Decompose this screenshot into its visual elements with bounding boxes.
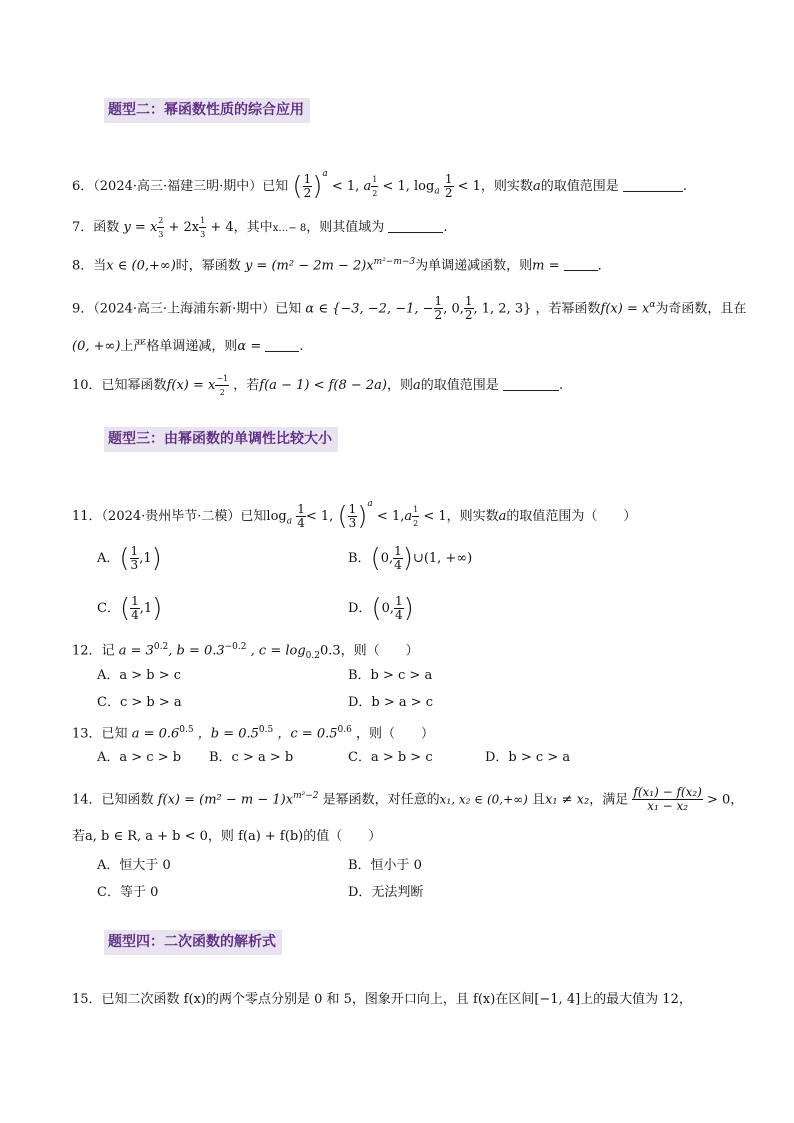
answer-blank (564, 256, 598, 271)
answer-blank (623, 177, 683, 192)
section-title-3: 题型三：由幂函数的单调性比较大小 (104, 427, 338, 452)
answer-blank (265, 337, 299, 352)
problem-11: 11．（2024·贵州毕节·二模）已知$\log_a$ $\frac{1}{4}$ < 1, ( $\frac{1}{3}$ )$^a$ < 1,a $^{\frac{1}{2}}$ < 1，则实数a的取值范围为（ ） (72, 499, 637, 532)
problem-9: 9．（2024·高三·上海浦东新·期中）已知 α ∈ {−3, −2, −1, − $\frac{1}{2}$ , 0, $\frac{1}{2}$ , 1, 2, 3} ，若幂函数$f(x) = x^\alpha$为奇函数，且在 (72, 294, 747, 323)
section-title-2: 题型二：幂函数性质的综合应用 (104, 98, 310, 123)
choice-12c: C．c > b > a (97, 695, 182, 710)
choice-12d: D．b > a > c (348, 695, 434, 710)
problem-9-line2: (0, +∞)上严格单调递减，则α = . (72, 339, 304, 354)
section-title-4: 题型四：二次函数的解析式 (104, 930, 282, 955)
problem-14-line2: 若a, b ∈ R, a + b < 0，则 f(a) + f(b)的值（ ） (72, 829, 382, 844)
choice-11d: D．(0, $\frac{1}{4}$ ) (348, 593, 414, 624)
choice-14d: D．无法判断 (348, 885, 424, 900)
choice-14a: A．恒大于 0 (97, 858, 171, 873)
problem-7: 7．函数 y = x $^{\frac{2}{3}}$ + 2x $^{\frac{1}{3}}$ + 4，其中x…− 8，则其值域为 . (72, 216, 448, 239)
problem-13: 13．已知 $a = 0.6^{0.5}$ ，$b = 0.5^{0.5}$ ，$c = 0.5^{0.6}$ ，则（ ） (72, 725, 434, 742)
answer-blank (503, 376, 559, 391)
answer-blank (388, 218, 443, 233)
choice-13a: A．a > c > b (97, 750, 182, 765)
choice-11c: C．( $\frac{1}{4}$ ,1) (97, 593, 163, 624)
choice-14b: B．恒小于 0 (348, 858, 422, 873)
problem-14: 14．已知函数 $f(x) = (m^2 - m - 1)x^{m^2-2}$ 是幂函数，对任意的x₁, x₂ ∈ (0,+∞) 且x₁ ≠ x₂，满足 $\frac{\text{f(x₁) − f(x₂)}}{\text{x₁ − x₂}}$ > 0， (72, 785, 744, 814)
choice-13b: B．c > a > b (209, 750, 294, 765)
choice-13c: C．a > b > c (348, 750, 433, 765)
choice-14c: C．等于 0 (97, 885, 159, 900)
problem-8: 8．当x ∈ (0,+∞)时，幂函数 $y = (m^2 - 2m - 2)x^{m^2-m-3}$为单调递减函数，则m = . (72, 257, 602, 274)
choice-12a: A．a > b > c (97, 668, 182, 683)
problem-15: 15．已知二次函数 f(x)的两个零点分别是 0 和 5，图象开口向上，且 f(x)在区间[−1, 4]上的最大值为 12， (72, 992, 692, 1007)
problem-6: 6．（2024·高三·福建三明·期中）已知 ( $\frac{1}{2}$ )$^a$ < 1, a $^{\frac{1}{2}}$ < 1, $\log_a$ $\frac{1}{2}$ < 1，则实数a的取值范围是 . (72, 169, 687, 202)
problem-12: 12．记 $a = 3^{0.2}$, $b = 0.3^{-0.2}$ , $c = \log_{0.2}0.3$，则（ ） (72, 642, 419, 661)
problem-10: 10．已知幂函数f(x) = x $^{\frac{-1}{2}}$ ，若f(a − 1) < f(8 − 2a)，则a的取值范围是 . (72, 374, 564, 397)
choice-11b: B．(0, $\frac{1}{4}$ )∪(1, +∞) (348, 543, 473, 574)
choice-13d: D．b > c > a (485, 750, 571, 765)
choice-11a: A．( $\frac{1}{3}$ ,1) (97, 543, 162, 574)
choice-12b: B．b > c > a (348, 668, 433, 683)
